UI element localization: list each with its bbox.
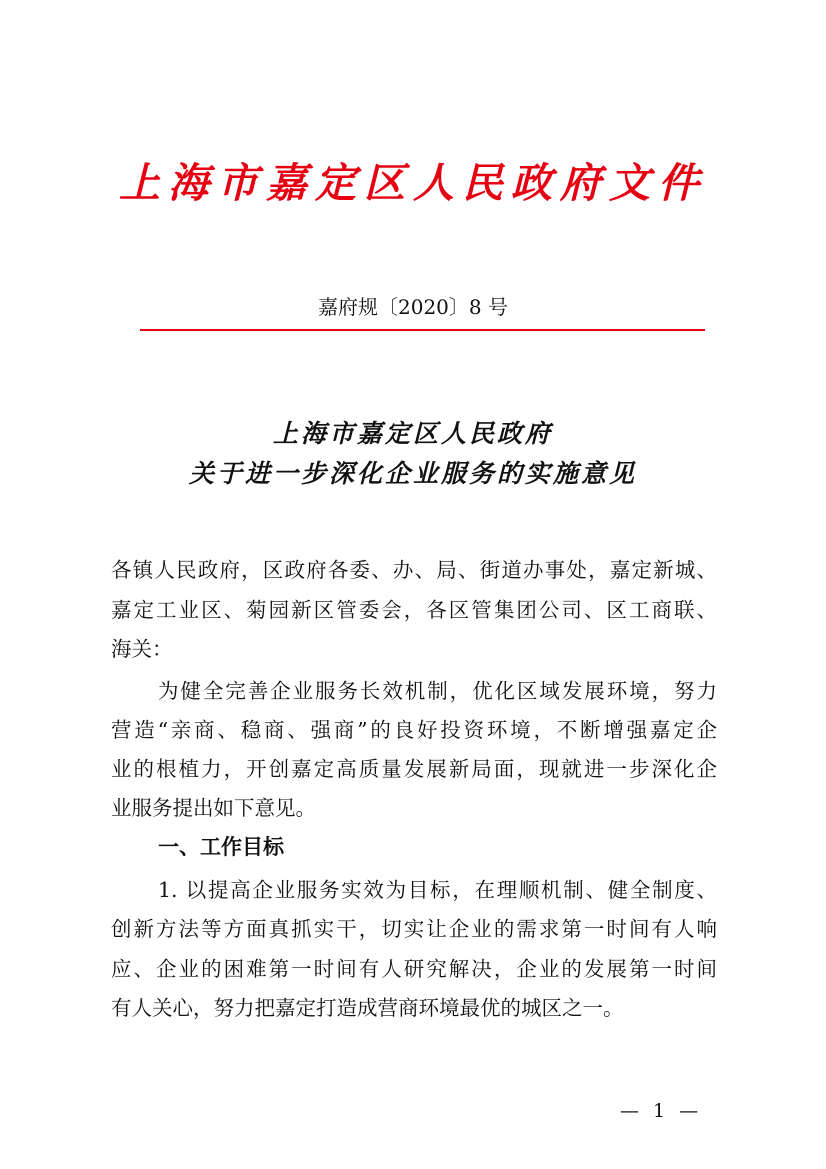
intro-line: 为健全完善企业服务长效机制，优化区域发展环境，努力 — [158, 679, 717, 703]
document-number: 嘉府规〔2020〕8 号 — [318, 295, 508, 319]
intro-line: 业服务提出如下意见。 — [111, 796, 316, 820]
addressee-line: 嘉定工业区、菊园新区管委会，各区管集团公司、区工商联、 — [111, 598, 717, 622]
intro-line: 营造“亲商、稳商、强商”的良好投资环境，不断增强嘉定企 — [111, 718, 717, 742]
page-number: — 1 — — [620, 1100, 703, 1122]
addressee-line: 各镇人民政府，区政府各委、办、局、街道办事处，嘉定新城、 — [111, 558, 717, 582]
item-line: 应、企业的困难第一时间有人研究解决，企业的发展第一时间 — [111, 957, 717, 981]
item-line: 1. 以提高企业服务实效为目标，在理顺机制、健全制度、 — [158, 878, 717, 902]
intro-line: 业的根植力，开创嘉定高质量发展新局面，现就进一步深化企 — [111, 757, 717, 781]
item-line: 创新方法等方面真抓实干，切实让企业的需求第一时间有人响 — [111, 917, 717, 941]
addressee-line: 海关： — [111, 637, 173, 661]
section-heading: 一、工作目标 — [158, 835, 284, 859]
document-title-line-1: 上海市嘉定区人民政府 — [272, 419, 553, 448]
item-line: 有人关心，努力把嘉定打造成营商环境最优的城区之一。 — [111, 996, 624, 1020]
red-separator-line — [140, 329, 705, 331]
document-title-line-2: 关于进一步深化企业服务的实施意见 — [188, 459, 637, 488]
document-masthead: 上海市嘉定区人民政府文件 — [119, 159, 707, 207]
